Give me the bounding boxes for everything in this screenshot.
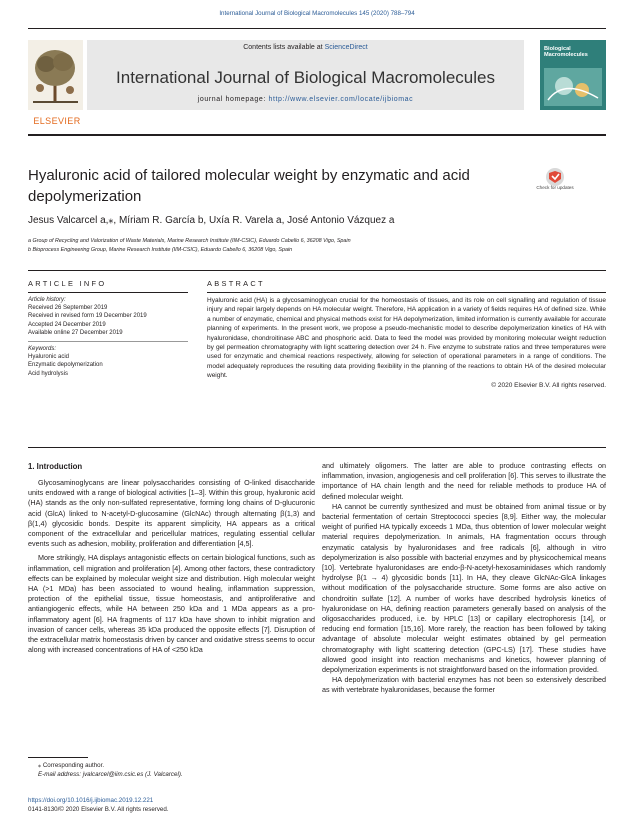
history-item: Received in revised form 19 December 2019 — [28, 313, 147, 320]
paragraph: More strikingly, HA displays antagonistic effects on certain biological functions, such as inflammation, cell migration and proliferation [4]. Among other factors, these contradictory effects can be explained by molecular weight size and distribution. High molecular weight HA (>1 MDa) has been associated to wound healing, inflammation suppression, protection of the epithelial tissue, tissue homeostasis, and antiproliferative and antiangiogenic effects, while HA between 250 kDa and 1 MDa appears as a pro-inflammatory agent [6]. HA fragments of 117 kDa have shown to inhibit migration and invasion of cancer cells, whereas 35 kDa produced the opposite effects [7]. Disruption of the extracellular matrix homeostasis driven by cancer and oxidative stress seems to occur along with increased concentrations of HA of <250 kDa — [28, 553, 315, 655]
paragraph: HA depolymerization with bacterial enzymes has not been so extensively described as with vertebrate hyaluronidases, because the former — [322, 675, 606, 695]
abstract-text: Hyaluronic acid (HA) is a glycosaminoglycan crucial for the homeostasis of tissues, and its role on cell signalling and regulation of tissue injury and repair largely depends on HA molecular weight. Therefore, HA application in a variety of fields requires HA of defined size. While a number of enzymatic, chemical and physical methods exist for HA depolymerization, limited information is currently available for accurate planning of experiments. In the present work, we propose a pseudo-mechanistic model to describe depolymerization kinetics of HA with hyaluronidase, chondroitinase ABC and phosphoric acid. Data to feed the model was provided by monitoring molecular weight reduction by gel permeation chromatography with light scattering detection over 24 h. Five enzyme to substrate ratios and three temperatures were used for enzymatic and chemical reactions respectively, allowing for selection of operational parameters in a range of conditions. The model adequately reproduces the resulting data providing flexibility in the planning of the reactions to obtain HA of the desired molecular weight. — [207, 297, 606, 380]
body-column-left — [28, 478, 315, 655]
keywords — [28, 345, 188, 378]
paragraph: HA cannot be currently synthesized and must be obtained from animal tissue or by bacterial fermentation of certain Streptococci species [8,9]. Either way, the molecular weight of purified HA typically exceeds 1 MDa, thus obtention of lower molecular weight material requires depolymerization. In animals, HA fragmentation occurs through enzymatic catalysis by hyaluronidases and free radicals [6], although in vitro depolymerization is also possible with bacterial enzymes and by physicochemical means [10]. Vertebrate hyaluronidases are endo-β-N-acetyl-hexosaminidases which randomly hydrolyse β(1 → 4) glycosidic bonds [11]. In HA, they cleave GlcNAc-GlcA linkages without modification of the polysaccharide structure. Some forms are also active on chondroitin sulfate [12]. A number of works have described hydrolysis kinetics of hyaluronidase on HA, defining reaction parameters generally based on analysis of the oligosaccharides produced, i.e. by HPLC [13] or capillary electrophoresis [14], or reducing end formation [15,16]. More rarely, the reaction has been followed by taking advantage of absolute molecular weight estimates obtained by gel permeation chromatography with light scattering detection (GPC-LS) [17]. These studies have allowed good insight into reaction mechanisms and kinetics, however planning of depolymerization experiments is not straightforward based on the information provided. — [322, 501, 606, 675]
cover-title: Biological Macromolecules — [544, 46, 588, 59]
history-label: Article history: — [28, 297, 66, 303]
paragraph: and ultimately oligomers. The latter are able to produce contrasting effects on inflammation, invasion, angiogenesis and cell proliferation [6]. This serves to illustrate the importance of HA chain length and the need for reliable methods to produce HA of defined molecular weight. — [322, 461, 606, 501]
affiliation-a: a Group of Recycling and Valorization of Waste Materials, Marine Research Institute (IIM-CSIC), Eduardo Cabello 6, 36208 Vigo, Spain — [28, 238, 351, 244]
article-info-heading: ARTICLE INFO — [28, 279, 107, 288]
doi-link[interactable]: https://doi.org/10.1016/j.ijbiomac.2019.12.221 — [28, 797, 154, 804]
author-list: Jesus Valcarcel a,⁎, Míriam R. García b, Uxía R. Varela a, José Antonio Vázquez a — [28, 215, 395, 226]
journal-citation[interactable]: International Journal of Biological Macromolecules 145 (2020) 788–794 — [219, 10, 415, 17]
abstract-divider — [207, 292, 606, 293]
corresponding-author-note: ⁎ Corresponding author. — [38, 762, 105, 769]
keyword-item: Hyaluronic acid — [28, 354, 70, 361]
keywords-label: Keywords: — [28, 346, 57, 352]
body-column-right — [322, 461, 606, 696]
abstract-bottom-rule — [28, 447, 606, 448]
article-history — [28, 296, 188, 337]
abstract-heading: ABSTRACT — [207, 279, 265, 288]
header-rule-thick — [28, 134, 606, 136]
section-heading-introduction: 1. Introduction — [28, 462, 83, 471]
info-divider-2 — [28, 341, 188, 342]
history-item: Available online 27 December 2019 — [28, 329, 123, 336]
abstract-body — [207, 296, 606, 390]
journal-title: International Journal of Biological Macromolecules — [116, 68, 495, 87]
paragraph: Glycosaminoglycans are linear polysaccharides consisting of O-linked disaccharide units endowed with a range of biological activities [1–3]. Within this group, hyaluronic acid (HA) stands as the only non-sulfated representative, forming long chains of D-glucuronic acid (GlcA) linked to N-acetyl-D-glucosamine (GlcNAc) through alternating β(1,3) and β(1,4) glycosidic bonds. Despite its apparent simplicity, HA appears as a critical component of the extracellular and pericellular matrices, regulating essential cellular events such as adhesion, mobility, proliferation and differentiation [4,5]. — [28, 478, 315, 549]
history-item: Received 26 September 2019 — [28, 305, 108, 312]
journal-homepage — [87, 96, 524, 103]
info-divider — [28, 292, 188, 293]
keyword-item: Acid hydrolysis — [28, 370, 69, 377]
crossmark-icon[interactable] — [538, 167, 572, 199]
homepage-link[interactable]: http://www.elsevier.com/locate/ijbiomac — [268, 96, 414, 103]
affiliation-b: b Bioprocess Engineering Group, Marine Research Institute (IIM-CSIC), Eduardo Cabello 6, 36208 Vigo, Spain — [28, 247, 293, 253]
journal-cover-thumbnail — [540, 40, 606, 110]
title-divider — [28, 270, 606, 271]
contents-prefix: Contents lists available at — [243, 44, 325, 51]
elsevier-tree-logo — [28, 40, 83, 110]
publisher-name: ELSEVIER — [33, 116, 81, 126]
issn-line: 0141-8130/© 2020 Elsevier B.V. All rights reserved. — [28, 806, 169, 813]
crossmark-label[interactable]: Check for updates — [536, 185, 574, 190]
sciencedirect-link[interactable]: ScienceDirect — [324, 44, 368, 51]
homepage-prefix: journal homepage: — [197, 96, 269, 103]
abstract-copyright: © 2020 Elsevier B.V. All rights reserved. — [491, 381, 606, 389]
contents-line — [87, 44, 524, 51]
footnote-rule — [28, 757, 88, 758]
email-note[interactable]: E-mail address: jvalcarcel@iim.csic.es (J. Valcarcel). — [38, 771, 183, 778]
history-item: Accepted 24 December 2019 — [28, 321, 106, 328]
keyword-item: Enzymatic depolymerization — [28, 362, 103, 369]
article-title: Hyaluronic acid of tailored molecular weight by enzymatic and acid depolymerization — [28, 167, 470, 205]
header-rule — [28, 28, 606, 29]
